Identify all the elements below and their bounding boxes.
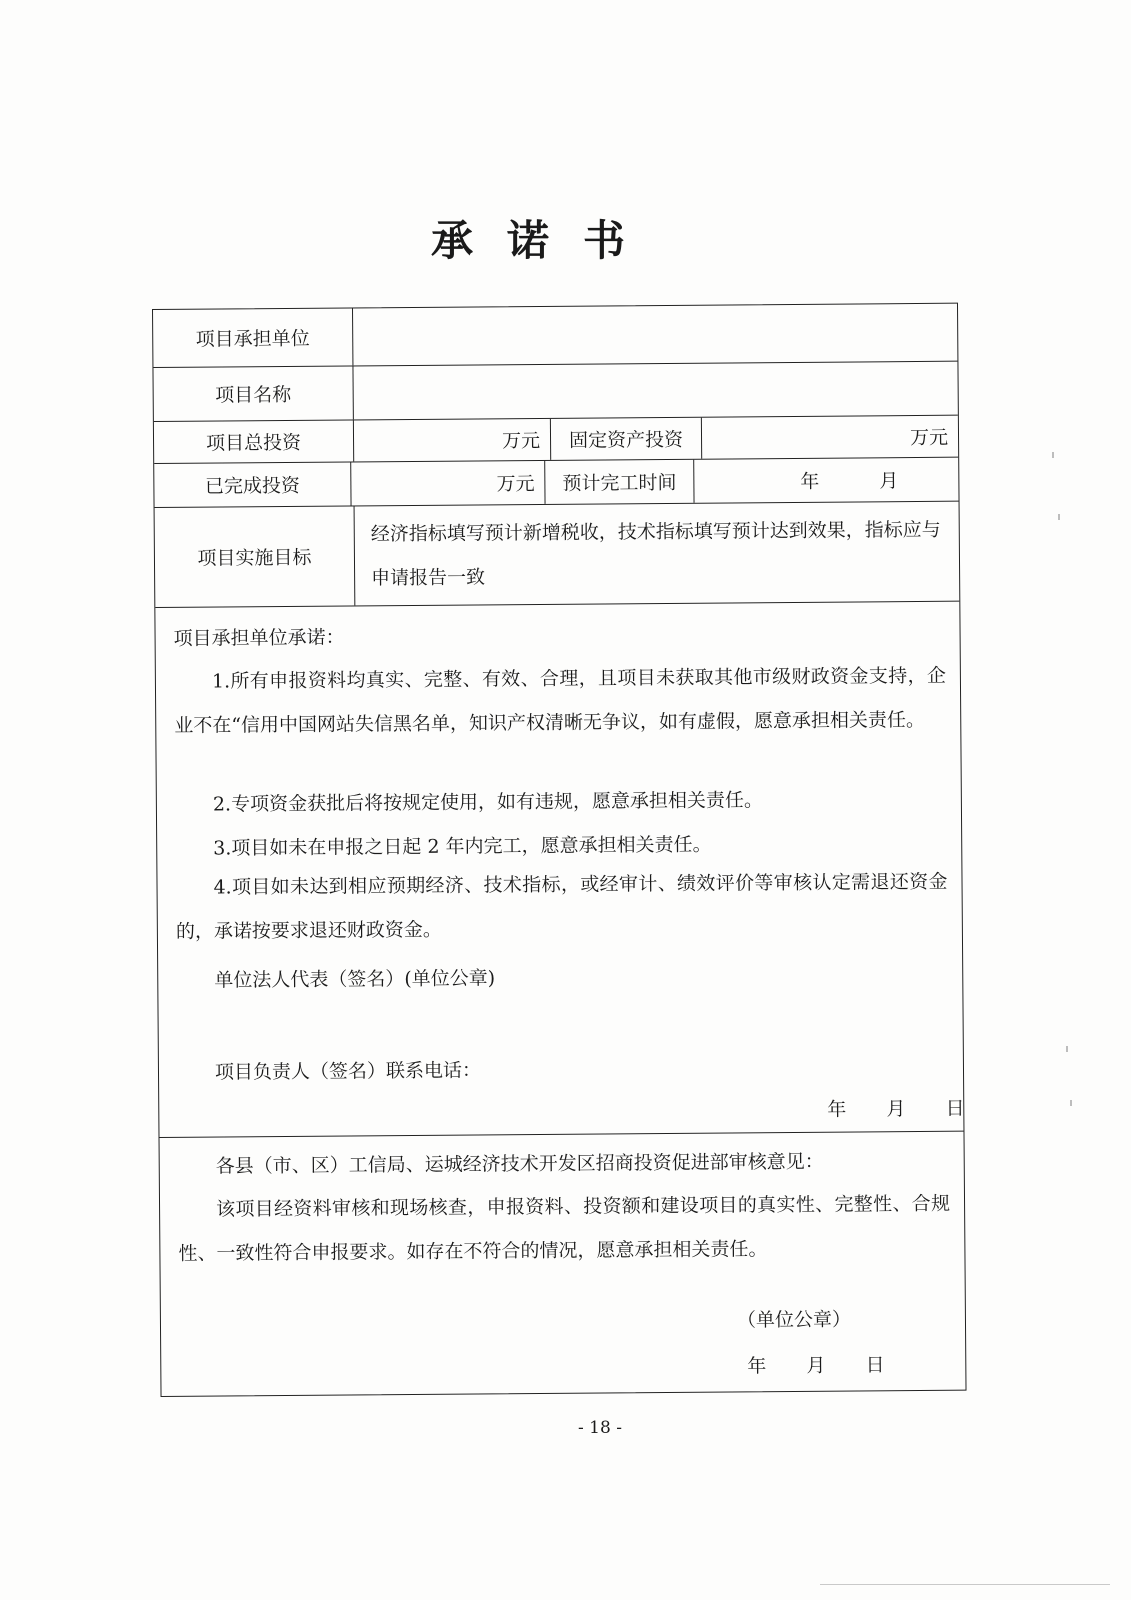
expected-completion-month: 月 bbox=[879, 470, 899, 493]
scan-speck bbox=[1066, 1046, 1068, 1052]
unit-completed-investment: 万元 bbox=[496, 473, 535, 496]
review-seal: （单位公章） bbox=[736, 1308, 852, 1332]
label-undertaking-unit: 项目承担单位 bbox=[153, 308, 353, 367]
scan-speck bbox=[1058, 514, 1060, 520]
review-date-day: 日 bbox=[865, 1354, 885, 1377]
label-completed-investment: 已完成投资 bbox=[154, 462, 351, 507]
review-section bbox=[160, 1132, 966, 1396]
row-implementation-goal bbox=[155, 502, 960, 608]
scan-speck bbox=[1052, 452, 1054, 458]
commitment-date-month: 月 bbox=[886, 1098, 906, 1121]
review-heading: 各县（市、区）工信局、运城经济技术开发区招商投资促进部审核意见： bbox=[215, 1150, 824, 1178]
label-project-name: 项目名称 bbox=[153, 366, 353, 421]
project-lead-signature: 项目负责人（签名）联系电话： bbox=[214, 1059, 482, 1084]
document-title: 承诺书 bbox=[430, 216, 659, 265]
commitment-heading: 项目承担单位承诺： bbox=[173, 626, 345, 650]
row-total-investment bbox=[154, 416, 958, 464]
scan-speck bbox=[1070, 1100, 1072, 1106]
legal-representative-signature: 单位法人代表（签名）(单位公章) bbox=[214, 967, 496, 992]
field-expected-completion[interactable] bbox=[694, 458, 958, 503]
review-date bbox=[747, 1350, 884, 1378]
scan-edge-line bbox=[820, 1584, 1110, 1585]
review-date-month: 月 bbox=[806, 1354, 826, 1377]
label-fixed-asset-investment: 固定资产投资 bbox=[551, 418, 702, 460]
unit-fixed-asset-investment: 万元 bbox=[909, 426, 949, 450]
field-project-name[interactable] bbox=[353, 362, 957, 420]
row-completed-investment bbox=[154, 458, 958, 508]
field-fixed-asset-investment[interactable] bbox=[702, 416, 958, 459]
row-undertaking-unit bbox=[153, 304, 957, 368]
form-table bbox=[152, 303, 967, 1397]
commitment-item-4: 4.项目如未达到相应预期经济、技术指标，或经审计、绩效评价等审核认定需退还资金的，承诺按要求退还财政资金。 bbox=[175, 870, 948, 943]
label-total-investment: 项目总投资 bbox=[154, 420, 354, 463]
row-project-name bbox=[153, 362, 957, 422]
commitment-item-3: 3.项目如未在申报之日起 2 年内完工，愿意承担相关责任。 bbox=[213, 833, 712, 860]
review-body: 该项目经资料审核和现场核查，申报资料、投资额和建设项目的真实性、完整性、合规性、一致性符合申报要求。如存在不符合的情况，愿意承担相关责任。 bbox=[178, 1192, 951, 1265]
expected-completion-year: 年 bbox=[800, 470, 820, 493]
commitment-date bbox=[827, 1094, 964, 1122]
commitment-form bbox=[152, 303, 967, 1419]
field-implementation-goal[interactable]: 经济指标填写预计新增税收，技术指标填写预计达到效果，指标应与申请报告一致 bbox=[370, 518, 941, 590]
commitment-item-2: 2.专项资金获批后将按规定使用，如有违规，愿意承担相关责任。 bbox=[212, 789, 764, 816]
review-date-year: 年 bbox=[747, 1355, 767, 1378]
unit-total-investment: 万元 bbox=[501, 429, 541, 453]
field-completed-investment[interactable] bbox=[351, 461, 546, 506]
commitment-section bbox=[155, 602, 963, 1138]
commitment-date-year: 年 bbox=[827, 1098, 847, 1121]
commitment-date-day: 日 bbox=[945, 1097, 965, 1120]
label-expected-completion: 预计完工时间 bbox=[545, 460, 694, 504]
page-number: - 18 - bbox=[578, 1418, 622, 1438]
field-undertaking-unit[interactable] bbox=[353, 304, 957, 366]
field-total-investment[interactable] bbox=[354, 419, 551, 462]
label-implementation-goal: 项目实施目标 bbox=[155, 506, 356, 607]
commitment-item-1: 1.所有申报资料均真实、完整、有效、合理，且项目未获取其他市级财政资金支持，企业不在“信用中国网站失信黑名单，知识产权清晰无争议，如有虚假，愿意承担相关责任。 bbox=[174, 664, 946, 737]
